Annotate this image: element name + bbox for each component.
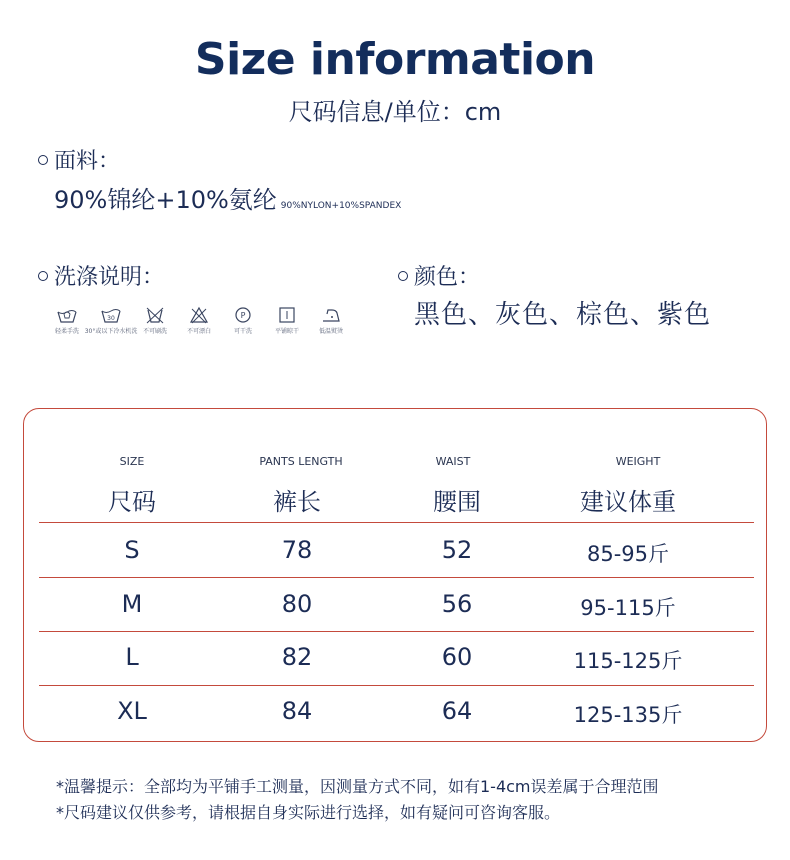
colors-label: 颜色： bbox=[414, 265, 481, 290]
waist-cell: 52 bbox=[441, 536, 473, 564]
weight-cell: 95-115斤 bbox=[580, 596, 676, 620]
weight-cell: 85-95斤 bbox=[586, 542, 670, 566]
column-header-cn: 裤长 bbox=[273, 488, 321, 516]
column-header-cn: 建议体重 bbox=[580, 488, 676, 516]
row-divider bbox=[39, 522, 754, 523]
bullet-icon bbox=[398, 271, 408, 281]
weight-cell: 125-135斤 bbox=[573, 703, 683, 727]
fabric-composition bbox=[54, 180, 401, 215]
wash-item-label: 30°或以下冷水机洗 bbox=[84, 328, 138, 335]
wash-item bbox=[312, 306, 350, 335]
length-cell: 78 bbox=[281, 536, 313, 564]
measurement-note: *温馨提示：全部均为平铺手工测量，因测量方式不同，如有1-4cm误差属于合理范围 bbox=[56, 777, 659, 796]
svg-text:P: P bbox=[240, 311, 246, 320]
length-cell: 82 bbox=[281, 643, 313, 671]
column-header-en: WEIGHT bbox=[615, 455, 661, 468]
fabric-label: 面料： bbox=[54, 149, 121, 174]
flat-dry-icon bbox=[276, 306, 298, 324]
size-cell: S bbox=[124, 536, 140, 564]
waist-cell: 56 bbox=[441, 590, 473, 618]
fabric-main-text: 90%锦纶+10%氨纶 bbox=[54, 186, 277, 214]
svg-text:30: 30 bbox=[107, 315, 115, 322]
fabric-english-text: 90%NYLON+10%SPANDEX bbox=[280, 201, 402, 211]
hand-wash-icon bbox=[56, 306, 78, 324]
column-header-en: PANTS LENGTH bbox=[259, 455, 343, 468]
wash-item bbox=[224, 306, 262, 335]
wash-item-label: 可干洗 bbox=[233, 328, 252, 335]
wash-item-label: 不可刷洗 bbox=[142, 328, 167, 335]
waist-cell: 64 bbox=[441, 697, 473, 725]
column-header-en: SIZE bbox=[119, 455, 145, 468]
wash-item-label: 低温熨烫 bbox=[318, 328, 343, 335]
wash-label: 洗涤说明： bbox=[54, 265, 165, 290]
column-header-cn: 腰围 bbox=[433, 488, 481, 516]
colors-heading bbox=[398, 260, 480, 291]
row-divider bbox=[39, 685, 754, 686]
wash-item-label: 不可漂白 bbox=[186, 328, 211, 335]
length-cell: 84 bbox=[281, 697, 313, 725]
wash-item bbox=[136, 306, 174, 335]
bullet-icon bbox=[38, 155, 48, 165]
page-subtitle: 尺码信息/单位：cm bbox=[288, 98, 502, 126]
column-header-cn: 尺码 bbox=[108, 488, 156, 516]
waist-cell: 60 bbox=[441, 643, 473, 671]
row-divider bbox=[39, 631, 754, 632]
wash-item bbox=[268, 306, 306, 335]
colors-values: 黑色、灰色、棕色、紫色 bbox=[414, 300, 712, 330]
bullet-icon bbox=[38, 271, 48, 281]
size-cell: M bbox=[121, 590, 143, 618]
machine-wash-30-icon bbox=[100, 306, 122, 324]
size-advice-note: *尺码建议仅供参考，请根据自身实际进行选择，如有疑问可咨询客服。 bbox=[56, 803, 561, 822]
row-divider bbox=[39, 577, 754, 578]
no-tumble-dry-icon bbox=[144, 306, 166, 324]
fabric-heading bbox=[38, 144, 120, 175]
no-bleach-icon bbox=[188, 306, 210, 324]
wash-item-label: 平铺晾干 bbox=[274, 328, 299, 335]
weight-cell: 115-125斤 bbox=[573, 649, 683, 673]
size-cell: XL bbox=[117, 697, 147, 725]
page-title: Size information bbox=[194, 34, 596, 85]
wash-icons-row bbox=[48, 306, 350, 335]
column-header-en: WAIST bbox=[435, 455, 471, 468]
size-cell: L bbox=[125, 643, 139, 671]
length-cell: 80 bbox=[281, 590, 313, 618]
wash-item-label: 轻柔手洗 bbox=[54, 328, 79, 335]
dry-clean-p-icon bbox=[232, 306, 254, 324]
low-iron-icon bbox=[320, 306, 342, 324]
wash-item bbox=[84, 306, 138, 335]
wash-item bbox=[48, 306, 86, 335]
wash-item bbox=[180, 306, 218, 335]
wash-heading bbox=[38, 260, 164, 291]
